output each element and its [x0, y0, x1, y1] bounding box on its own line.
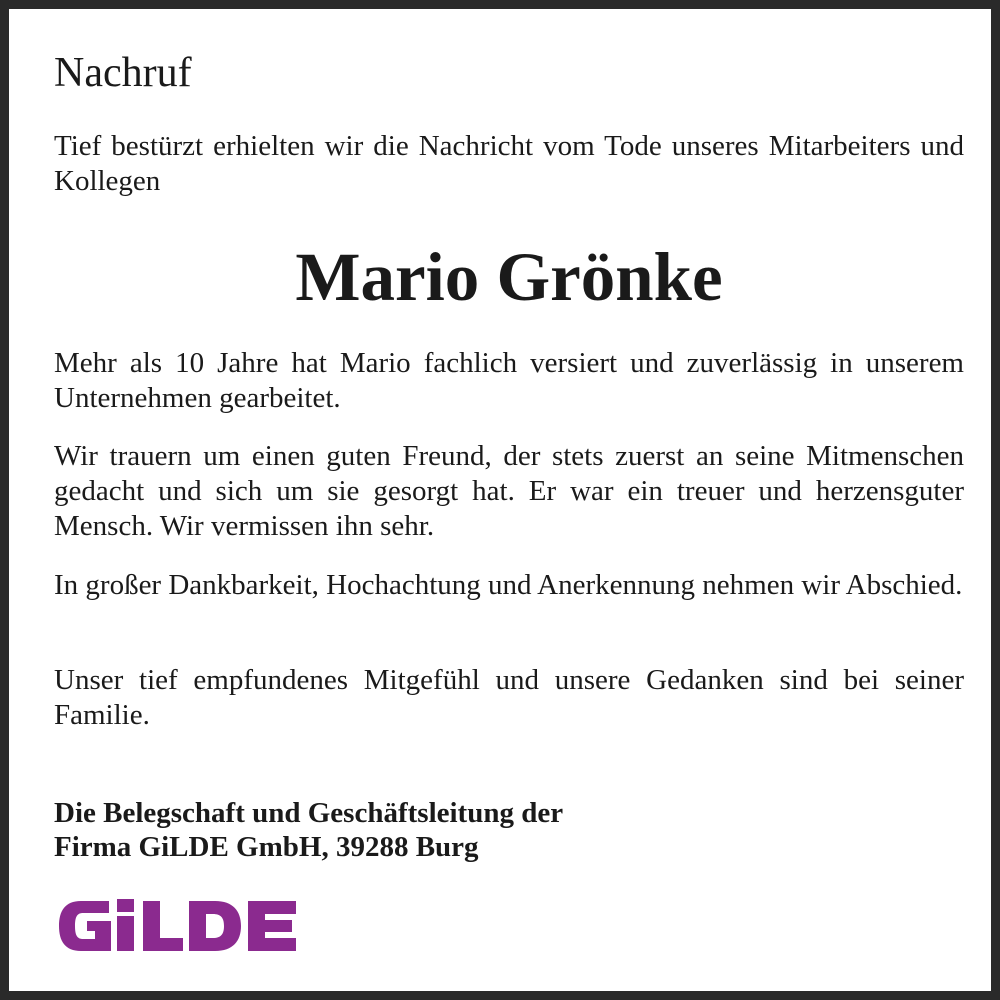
notice-heading: Nachruf — [54, 50, 192, 96]
paragraph-tenure: Mehr als 10 Jahre hat Mario fachlich versiert und zuverlässig in unserem Unternehmen gearbeitet. — [54, 347, 964, 414]
logo-letter-g — [59, 901, 111, 951]
signature-line: Firma GiLDE GmbH, 39288 Burg — [54, 831, 479, 863]
paragraph-condolence: Unser tief empfundenes Mitgefühl und unsere Gedanken sind bei seiner Familie. — [54, 664, 964, 731]
paragraph-farewell: In großer Dankbarkeit, Hochachtung und Anerkennung nehmen wir Abschied. — [54, 569, 963, 601]
logo-letter-e — [248, 901, 296, 951]
logo-letter-i-stem — [117, 916, 134, 951]
signature-line: Die Belegschaft und Geschäftsleitung der — [54, 797, 564, 829]
paragraph-friend: Wir trauern um einen guten Freund, der stets zuerst an seine Mitmenschen gedacht und sich um sie gesorgt hat. Er war ein treuer und herzensguter Mensch. Wir vermissen ihn sehr. — [54, 440, 964, 542]
deceased-name: Mario Grönke — [295, 239, 723, 315]
logo-letter-l — [143, 901, 183, 951]
logo-letter-i-dot — [117, 899, 134, 912]
gilde-logo — [55, 895, 300, 957]
intro-text: Tief bestürzt erhielten wir die Nachricht vom Tode unseres Mitarbeiters und Kollegen — [54, 130, 964, 197]
signature-block — [54, 796, 964, 864]
logo-letter-d — [189, 901, 241, 951]
